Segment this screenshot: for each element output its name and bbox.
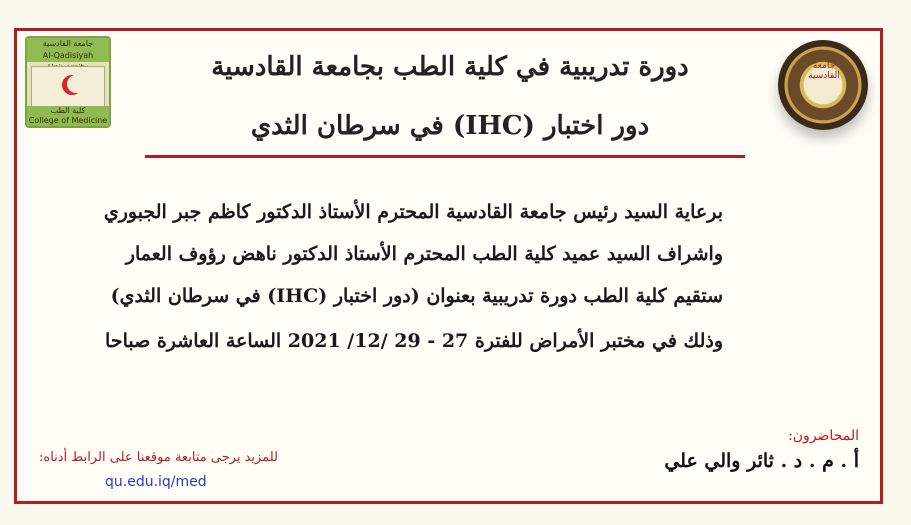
college-of-medicine-logo (25, 36, 111, 128)
website-link[interactable]: qu.edu.iq/med (105, 474, 207, 490)
university-seal-logo (778, 40, 868, 130)
sponsor-line: برعاية السيد رئيس جامعة القادسية المحترم الأستاذ الدكتور كاظم جبر الجبوري (103, 201, 723, 223)
college-logo-header (27, 38, 109, 62)
course-announcement-line: ستقيم كلية الطب دورة تدريبية بعنوان (دور اختبار (IHC) في سرطان الثدي) (110, 285, 723, 307)
poster-subtitle: دور اختبار (IHC) في سرطان الثدي (250, 111, 650, 141)
schedule-line: وذلك في مختبر الأمراض للفترة 27 - 29 /12/ 2021 الساعة العاشرة صباحا (105, 330, 723, 352)
title-divider (145, 155, 745, 158)
poster-frame (14, 28, 883, 504)
college-logo-college-name: كلية الطب (50, 106, 86, 115)
lecturer-name: أ . م . د . ثائر والي علي (664, 450, 859, 472)
college-logo-university-name: جامعة القادسية (42, 39, 94, 48)
college-logo-university-name-en: Al-Qadisiyah (42, 51, 94, 60)
college-logo-college-name-en: College of Medicine (28, 116, 108, 125)
lecturers-label: المحاضرون: (788, 428, 859, 444)
supervisor-line: واشراف السيد عميد كلية الطب المحترم الأستاذ الدكتور ناهض رؤوف العمار (125, 243, 723, 265)
university-seal-label: جامعة القادسية (808, 61, 840, 81)
poster-title: دورة تدريبية في كلية الطب بجامعة القادسية (211, 52, 689, 82)
red-crescent-icon (62, 75, 82, 95)
college-logo-footer (27, 106, 109, 126)
college-logo-emblem (31, 66, 105, 108)
more-info-text: للمزيد يرجى متابعة موقعنا على الرابط أدناه: (39, 450, 278, 465)
